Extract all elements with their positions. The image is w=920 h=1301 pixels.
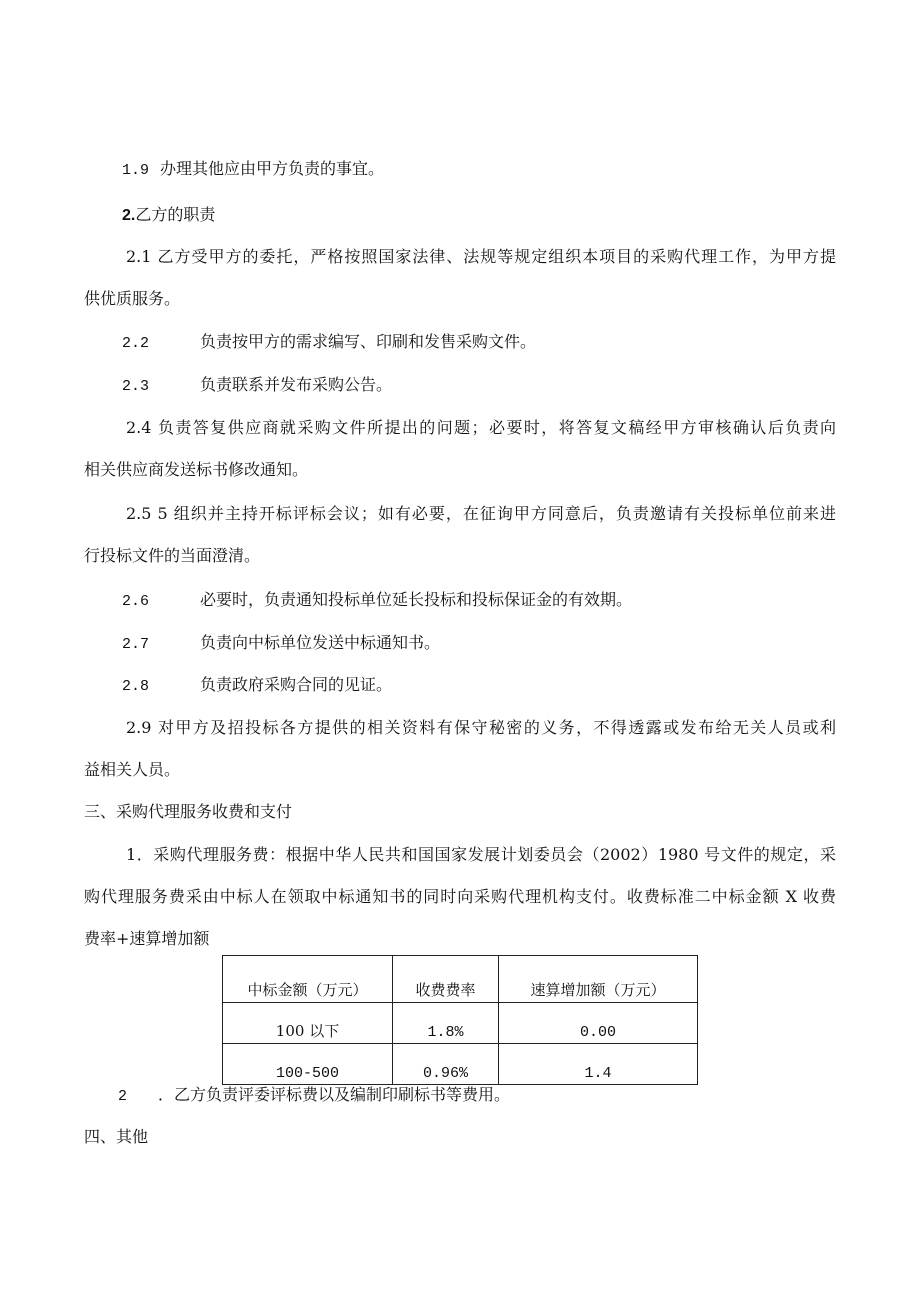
table-header-row xyxy=(223,956,698,1003)
cell-bid-amount: 100 以下 xyxy=(223,1003,393,1044)
clause-text: 负责政府采购合同的见证。 xyxy=(200,675,393,694)
clause-2-1-line-2: 供优质服务。 xyxy=(84,289,181,308)
clause-2-1-line-1: 2.1 乙方受甲方的委托，严格按照国家法律、法规等规定组织本项目的采购代理工作，为甲方提 xyxy=(126,247,836,266)
section-heading-party-b-duties xyxy=(122,203,215,228)
section-heading-fees: 三、采购代理服务收费和支付 xyxy=(84,802,293,821)
clause-text: 负责向中标单位发送中标通知书。 xyxy=(200,633,441,652)
clause-2-7 xyxy=(122,631,440,657)
clause-1-9 xyxy=(122,157,384,183)
cell-bid-amount: 100-500 xyxy=(223,1044,393,1085)
fee-clause-1-line-3: 费率+速算增加额 xyxy=(84,929,210,948)
clause-2-4-line-1: 2.4 负责答复供应商就采购文件所提出的问题；必要时，将答复文稿经甲方审核确认后负责向 xyxy=(126,418,836,437)
clause-2-6 xyxy=(122,588,632,614)
clause-2-9-line-1: 2.9 对甲方及招投标各方提供的相关资料有保守秘密的义务，不得透露或发布给无关人员或利 xyxy=(126,718,836,737)
clause-2-5-line-2: 行投标文件的当面澄清。 xyxy=(84,546,261,565)
clause-text: ．乙方负责评委评标费以及编制印刷标书等费用。 xyxy=(158,1085,511,1104)
clause-number: 2.8 xyxy=(122,678,150,695)
fee-clause-1-line-1: 1．采购代理服务费：根据中华人民共和国国家发展计划委员会（2002）1980 号文件的规定，采 xyxy=(126,845,836,864)
clause-2-3 xyxy=(122,373,392,399)
section-heading-other: 四、其他 xyxy=(84,1127,149,1146)
cell-fee-rate: 1.8% xyxy=(393,1003,499,1044)
fee-clause-2 xyxy=(118,1083,510,1109)
clause-2-5-line-1: 2.5 5 组织并主持开标评标会议；如有必要，在征询甲方同意后，负责邀请有关投标单位前来进 xyxy=(126,504,836,523)
clause-text: 负责按甲方的需求编写、印刷和发售采购文件。 xyxy=(200,332,537,351)
clause-number: 2.2 xyxy=(122,335,150,352)
clause-number: 1.9 xyxy=(122,162,150,179)
clause-2-8 xyxy=(122,673,392,699)
cell-quick-add: 1.4 xyxy=(499,1044,698,1085)
clause-text: 必要时，负责通知投标单位延长投标和投标保证金的有效期。 xyxy=(200,590,633,609)
clause-number: 2.7 xyxy=(122,636,150,653)
header-quick-add: 速算增加额（万元） xyxy=(499,956,698,1003)
clause-number: 2.3 xyxy=(122,378,150,395)
cell-fee-rate: 0.96% xyxy=(393,1044,499,1085)
heading-text: 乙方的职责 xyxy=(135,205,216,224)
heading-number: 2. xyxy=(122,207,136,224)
table-row xyxy=(223,1044,698,1085)
clause-number: 2 xyxy=(118,1088,128,1105)
table-row xyxy=(223,1003,698,1044)
fee-clause-1-line-2: 购代理服务费采由中标人在领取中标通知书的同时向采购代理机构支付。收费标准二中标金额 X 收费 xyxy=(84,887,836,906)
header-fee-rate: 收费费率 xyxy=(393,956,499,1003)
clause-2-2 xyxy=(122,330,536,356)
fee-rate-table xyxy=(222,955,698,1085)
clause-number: 2.6 xyxy=(122,593,150,610)
clause-text: 办理其他应由甲方负责的事宜。 xyxy=(160,159,385,178)
cell-quick-add: 0.00 xyxy=(499,1003,698,1044)
clause-2-4-line-2: 相关供应商发送标书修改通知。 xyxy=(84,460,309,479)
header-bid-amount: 中标金额（万元） xyxy=(223,956,393,1003)
clause-text: 负责联系并发布采购公告。 xyxy=(200,375,393,394)
clause-2-9-line-2: 益相关人员。 xyxy=(84,760,181,779)
